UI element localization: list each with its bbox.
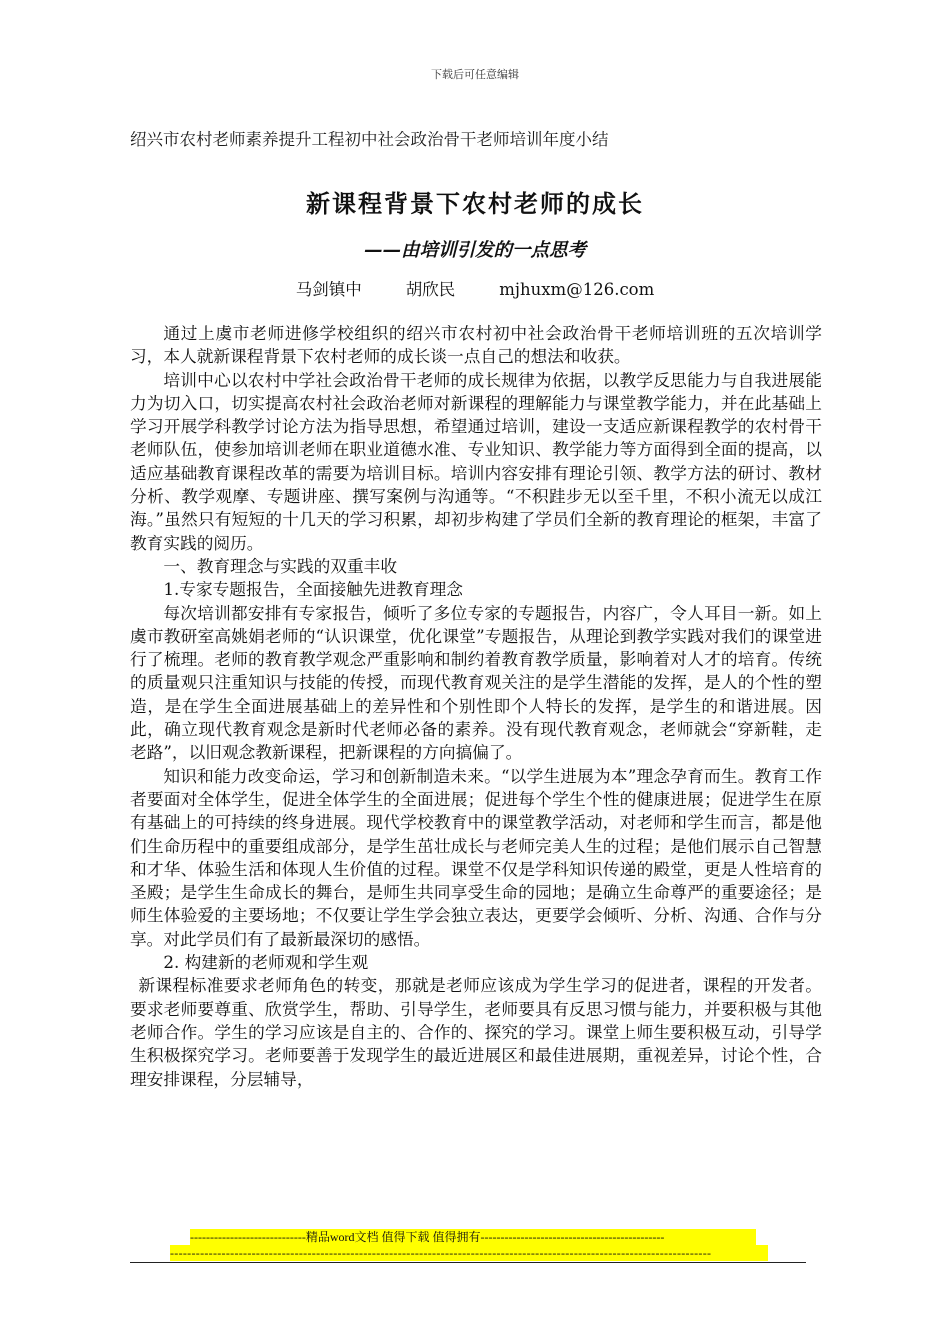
paragraph-new-curriculum: 新课程标准要求老师角色的转变，那就是老师应该成为学生学习的促进者，课程的开发者。要求老师要尊重、欣赏学生，帮助、引导学生，老师要具有反思习惯与能力，并要积极与其他老师合作。学生的学习应该是自主的、合作的、探究的学习。课堂上师生要积极互动，引导学生积极探究学习。老师要善于发现学生的最近进展区和最佳进展期，重视差异，讨论个性，合理安排课程，分层辅导， — [130, 975, 822, 1089]
author-name: 胡欣民 — [405, 280, 456, 299]
paragraph-expert-reports: 每次培训都安排有专家报告，倾听了多位专家的专题报告，内容广，令人耳目一新。如上虞市教研室高姚娟老师的“认识课堂，优化课堂”专题报告，从理论到教学实践对我们的课堂进行了梳理。老师的教育教学观念严重影响和制约着教育教学质量，影响着对人才的培育。传统的质量观只注重知识与技能的传授，而现代教育观关注的是学生潜能的发挥，是人的个性的塑造，是在学生全面进展基础上的差异性和个别性即个人特长的发挥，是学生的和谐进展。因此，确立现代教育观念是新时代老师必备的素养。没有现代教育观念，老师就会“穿新鞋，走老路”，以旧观念教新课程，把新课程的方向搞偏了。 — [130, 602, 822, 763]
author-school: 马剑镇中 — [295, 280, 362, 299]
document-subtitle: ——由培训引发的一点思考 — [363, 240, 586, 261]
page-header-note: 下载后可任意编辑 — [431, 69, 519, 81]
paragraph-intro: 通过上虞市老师进修学校组织的绍兴市农村初中社会政治骨干老师培训班的五次培训学习，本人就新课程背景下农村老师的成长谈一点自己的想法和收获。 — [130, 323, 822, 367]
document-title: 新课程背景下农村老师的成长 — [306, 189, 644, 218]
section-heading-1: 一、教育理念与实践的双重丰收 — [163, 555, 398, 576]
author-email: mjhuxm@126.com — [499, 280, 655, 299]
footer-divider — [130, 1262, 806, 1263]
document-heading: 绍兴市农村老师素养提升工程初中社会政治骨干老师培训年度小结 — [130, 130, 609, 149]
footer-line-2: ------------------------------------------------------------------------------------------------------------------------------ — [170, 1245, 768, 1261]
document-body — [130, 322, 822, 1091]
footer-banner — [170, 1229, 768, 1261]
subsection-heading-1: 1.专家专题报告，全面接触先进教育理念 — [163, 579, 463, 600]
paragraph-training-center: 培训中心以农村中学社会政治骨干老师的成长规律为依据，以教学反思能力与自我进展能力为切入口，切实提高农村社会政治老师对新课程的理解能力与课堂教学能力，并在此基础上学习开展学科教学讨论方法为指导思想，希望通过培训，建设一支适应新课程教学的农村骨干老师队伍，使参加培训老师在职业道德水准、专业知识、教学能力等方面得到全面的提高，以适应基础教育课程改革的需要为培训目标。培训内容安排有理论引领、教学方法的研讨、教材分析、教学观摩、专题讲座、撰写案例与沟通等。“不积跬步无以至千里，不积小流无以成江海。”虽然只有短短的十几天的学习积累，却初步构建了学员们全新的教育理论的框架，丰富了教育实践的阅历。 — [130, 369, 822, 553]
subsection-heading-2: 2. 构建新的老师观和学生观 — [163, 952, 369, 973]
footer-line-1: -----------------------------精品word文档 值得下载 值得拥有---------------------------------------------- — [190, 1229, 756, 1245]
author-line — [0, 276, 950, 300]
paragraph-knowledge-ability: 知识和能力改变命运，学习和创新制造未来。“以学生进展为本”理念孕育而生。教育工作者要面对全体学生，促进全体学生的全面进展；促进每个学生个性的健康进展；促进学生在原有基础上的可持续的终身进展。现代学校教育中的课堂教学活动，对老师和学生而言，都是他们生命历程中的重要组成部分，是学生茁壮成长与老师完美人生的过程；是他们展示自己智慧和才华、体验生活和体现人生价值的过程。课堂不仅是学科知识传递的殿堂，更是人性培育的圣殿；是学生生命成长的舞台，是师生共同享受生命的园地；是确立生命尊严的重要途径；是师生体验爱的主要场地；不仅要让学生学会独立表达，更要学会倾听、分析、沟通、合作与分享。对此学员们有了最新最深切的感悟。 — [130, 765, 822, 949]
